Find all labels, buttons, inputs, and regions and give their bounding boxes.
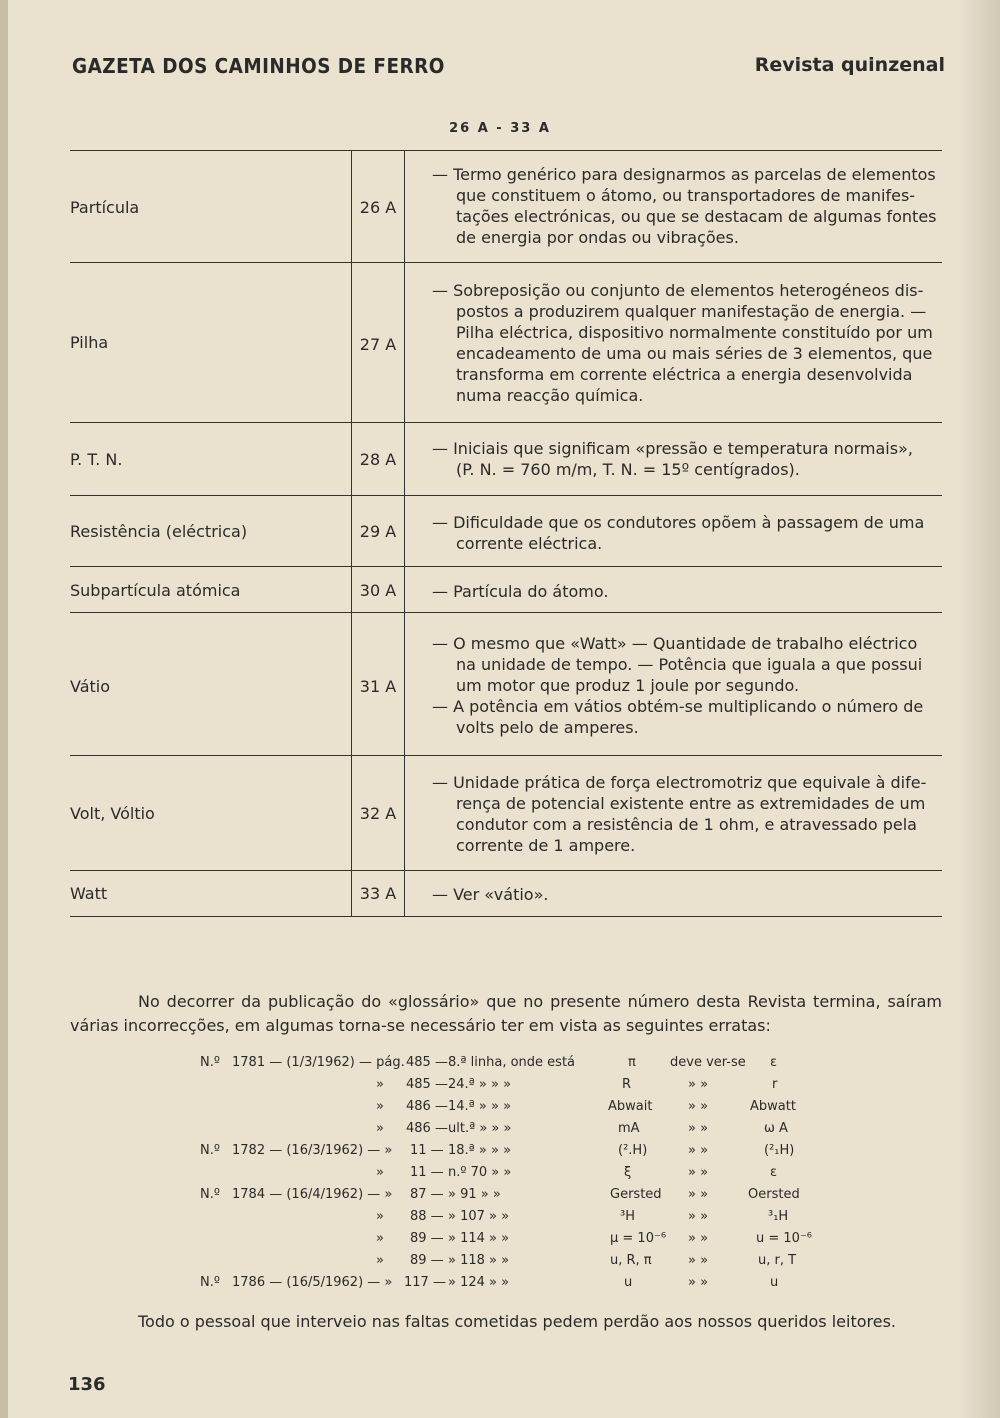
errata-line: » 107 » » [448,1209,510,1224]
errata-page: 87 — [410,1187,444,1202]
errata-number: » [376,1077,384,1092]
glossary-definition [432,164,944,248]
errata-intro-text: No decorrer da publicação do «glossário» que no presente número desta Revista termina, saíram várias incorrecções, em algumas torna-se necessário ter em vista as seguintes erratas: [70,992,942,1035]
errata-number: » [376,1099,384,1114]
errata-issue: N.º [200,1187,220,1202]
glossary-range: 26 A - 33 A [449,121,551,136]
definition-line: — Sobreposição ou conjunto de elementos heterogéneos dis- [432,281,924,300]
errata-page: 88 — [410,1209,444,1224]
errata-note: » » [688,1187,709,1202]
errata-line: 8.ª linha, onde está [448,1055,576,1070]
definition-line: numa reacção química. [456,386,644,405]
definition-line: corrente de 1 ampere. [456,836,636,855]
definition-line: tações electrónicas, ou que se destacam de algumas fontes [456,207,937,226]
glossary-code: 30 A [359,581,397,600]
errata-right: Oersted [748,1187,800,1202]
errata-number: 1782 — (16/3/1962) — » [232,1143,393,1158]
table-rule [70,612,942,613]
definition-line: postos a produzirem qualquer manifestação de energia. — [456,302,927,321]
errata-line: » 114 » » [448,1231,510,1246]
errata-wrong: π [628,1055,636,1070]
errata-note: » » [688,1077,709,1092]
definition-line: — Unidade prática de força electromotriz que equivale à dife- [432,773,927,792]
glossary-code: 27 A [359,335,397,354]
errata-right: (²₁H) [764,1143,795,1158]
errata-note: » » [688,1165,709,1180]
glossary-term: Partícula [70,198,140,217]
glossary-definition [432,512,944,554]
glossary-term: Watt [70,884,108,903]
errata-page: 486 — [406,1121,448,1136]
errata-intro [70,990,942,1038]
publication-title: GAZETA DOS CAMINHOS DE FERRO [72,54,445,78]
definition-line: transforma em corrente eléctrica a energia desenvolvida [456,365,913,384]
glossary-definition [432,884,944,905]
errata-page: 11 — [410,1143,444,1158]
errata-note: » » [688,1099,709,1114]
table-rule [70,262,942,263]
errata-page: 485 — [406,1055,448,1070]
errata-wrong: Gersted [610,1187,662,1202]
errata-line: n.º 70 » » [448,1165,512,1180]
glossary-term: Vátio [70,677,111,696]
errata-right: u, r, T [758,1253,797,1268]
errata-issue: N.º [200,1143,220,1158]
table-rule [70,150,942,151]
closing-note: Todo o pessoal que interveio nas faltas cometidas pedem perdão aos nossos queridos leitores. [138,1312,897,1331]
definition-line: encadeamento de uma ou mais séries de 3 elementos, que [456,344,933,363]
errata-note: » » [688,1143,709,1158]
errata-wrong: R [622,1077,632,1092]
errata-wrong: μ = 10⁻⁶ [610,1231,667,1246]
table-rule [70,495,942,496]
glossary-term: Volt, Vóltio [70,804,155,823]
definition-line: Pilha eléctrica, dispositivo normalmente constituído por um [456,323,933,342]
glossary-definition [432,280,944,406]
errata-wrong: (².H) [618,1143,648,1158]
errata-right: ³₁H [768,1209,789,1224]
errata-right: u [770,1275,779,1290]
errata-issue: N.º [200,1055,220,1070]
errata-line: » 91 » » [448,1187,501,1202]
errata-note: » » [688,1253,709,1268]
table-column-divider [404,150,405,916]
errata-issue: N.º [200,1275,220,1290]
definition-line: um motor que produz 1 joule por segundo. [456,676,800,695]
definition-line: de energia por ondas ou vibrações. [456,228,739,247]
errata-line: ult.ª » » » [448,1121,512,1136]
glossary-code: 31 A [359,677,397,696]
table-rule [70,916,942,917]
errata-number: » [376,1209,384,1224]
errata-right: u = 10⁻⁶ [756,1231,813,1246]
table-rule [70,566,942,567]
definition-line: corrente eléctrica. [456,534,603,553]
errata-number: 1786 — (16/5/1962) — » [232,1275,393,1290]
errata-line: 24.ª » » » [448,1077,512,1092]
errata-number: 1784 — (16/4/1962) — » [232,1187,393,1202]
errata-right: ε [770,1165,778,1180]
page-edge [0,0,8,1418]
errata-number: » [376,1253,384,1268]
definition-line: condutor com a resistência de 1 ohm, e atravessado pela [456,815,917,834]
table-rule [70,755,942,756]
page-shadow [960,0,1000,1418]
definition-line: — Partícula do átomo. [432,582,609,601]
definition-line: — Ver «vátio». [432,885,549,904]
errata-note: » » [688,1275,709,1290]
table-rule [70,870,942,871]
page-number: 136 [68,1374,106,1395]
definition-line: — Dificuldade que os condutores opõem à passagem de uma [432,513,925,532]
errata-wrong: ξ [624,1165,632,1180]
errata-page: 89 — [410,1253,444,1268]
glossary-term: Subpartícula atómica [70,581,241,600]
glossary-code: 32 A [359,804,397,823]
publication-subtitle: Revista quinzenal [754,54,945,76]
errata-right: ω A [764,1121,788,1136]
errata-line: » 118 » » [448,1253,510,1268]
errata-note: » » [688,1209,709,1224]
errata-number: » [376,1165,384,1180]
definition-line: — O mesmo que «Watt» — Quantidade de trabalho eléctrico [432,634,918,653]
errata-wrong: mA [618,1121,640,1136]
errata-page: 11 — [410,1165,444,1180]
glossary-term: Pilha [70,333,109,352]
errata-right: ε [770,1055,778,1070]
errata-wrong: u [624,1275,633,1290]
errata-note: deve ver-se [670,1055,746,1070]
definition-line: que constituem o átomo, ou transportadores de manifes- [456,186,916,205]
glossary-definition [432,772,944,856]
errata-number: » [376,1121,384,1136]
errata-page: 89 — [410,1231,444,1246]
glossary-definition [432,581,944,602]
glossary-term: Resistência (eléctrica) [70,522,248,541]
definition-line: — A potência em vátios obtém-se multiplicando o número de [432,697,924,716]
errata-right: r [772,1077,778,1092]
definition-line: rença de potencial existente entre as extremidades de um [456,794,926,813]
definition-line: — Iniciais que significam «pressão e temperatura normais», [432,439,913,458]
errata-page: 117 — [404,1275,446,1290]
glossary-definition [432,633,944,738]
glossary-code: 29 A [359,522,397,541]
definition-line: (P. N. = 760 m/m, T. N. = 15º centígrados). [456,460,800,479]
glossary-definition [432,438,944,480]
errata-wrong: Abwait [608,1099,653,1114]
glossary-code: 26 A [359,198,397,217]
errata-page: 486 — [406,1099,448,1114]
table-rule [70,422,942,423]
glossary-code: 33 A [359,884,397,903]
definition-line: na unidade de tempo. — Potência que iguala a que possui [456,655,923,674]
definition-line: volts pelo de amperes. [456,718,639,737]
errata-page: 485 — [406,1077,448,1092]
errata-wrong: ³H [620,1209,635,1224]
errata-number: » [376,1231,384,1246]
glossary-term: P. T. N. [70,450,123,469]
definition-line: — Termo genérico para designarmos as parcelas de elementos [432,165,936,184]
errata-note: » » [688,1121,709,1136]
errata-wrong: u, R, π [610,1253,652,1268]
errata-line: » 124 » » [448,1275,510,1290]
errata-line: 18.ª » » » [448,1143,512,1158]
glossary-code: 28 A [359,450,397,469]
errata-right: Abwatt [750,1099,796,1114]
errata-number: 1781 — (1/3/1962) — pág. [232,1055,405,1070]
errata-line: 14.ª » » » [448,1099,512,1114]
errata-note: » » [688,1231,709,1246]
